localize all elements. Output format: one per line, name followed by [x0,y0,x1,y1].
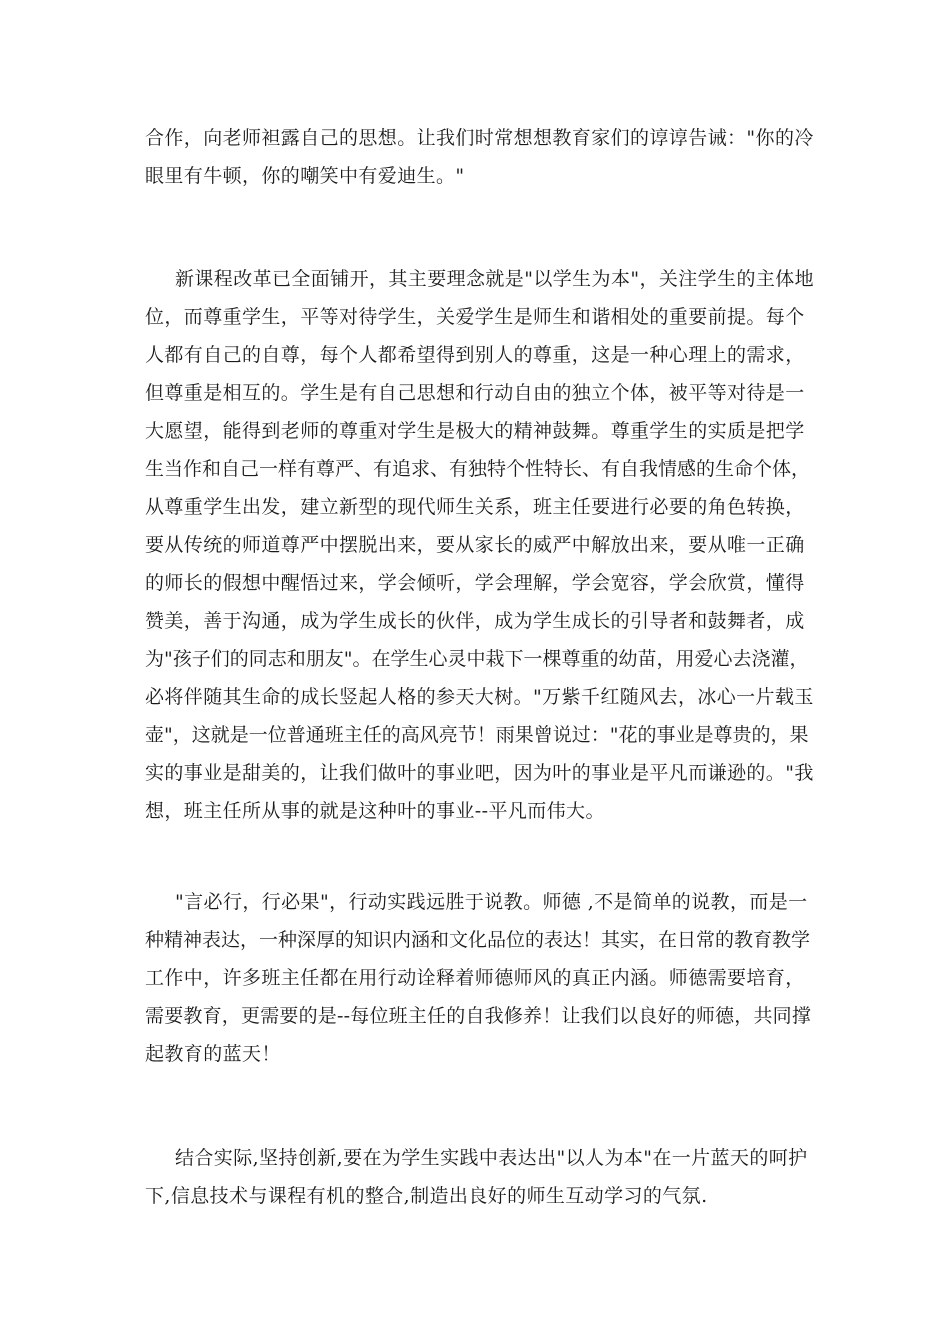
paragraph-3-line-1: "言必行，行必果"，行动实践远胜于说教。师德 ,不是简单的说教，而是一 [175,891,808,913]
paragraph-2-line-7: 从尊重学生出发，建立新型的现代师生关系，班主任要进行必要的角色转换， [145,496,805,518]
paragraph-1-line-2: 眼里有牛顿，你的嘲笑中有爱迪生。" [145,165,465,187]
paragraph-2-line-13: 壶"，这就是一位普通班主任的高风亮节！雨果曾说过："花的事业是尊贵的，果 [145,724,809,746]
paragraph-2-line-1: 新课程改革已全面铺开，其主要理念就是"以学生为本"，关注学生的主体地 [175,268,815,290]
paragraph-4-line-2: 下,信息技术与课程有机的整合,制造出良好的师生互动学习的气氛. [145,1185,708,1207]
paragraph-2-line-9: 的师长的假想中醒悟过来，学会倾听，学会理解，学会宽容，学会欣赏，懂得 [145,572,805,594]
paragraph-3-line-4: 需要教育，更需要的是--每位班主任的自我修养！让我们以良好的师德，共同撑 [145,1005,812,1027]
paragraph-2-line-14: 实的事业是甜美的，让我们做叶的事业吧，因为叶的事业是平凡而谦逊的。"我 [145,762,814,784]
paragraph-2-line-4: 但尊重是相互的。学生是有自己思想和行动自由的独立个体，被平等对待是一 [145,382,805,404]
paragraph-2-line-11: 为"孩子们的同志和朋友"。在学生心灵中栽下一棵尊重的幼苗，用爱心去浇灌， [145,648,809,670]
paragraph-1-line-1: 合作，向老师袒露自己的思想。让我们时常想想教育家们的谆谆告诫："你的冷 [145,127,814,149]
paragraph-3-line-2: 种精神表达，一种深厚的知识内涵和文化品位的表达！其实，在日常的教育教学 [145,929,811,951]
paragraph-2-line-2: 位，而尊重学生，平等对待学生，关爱学生是师生和谐相处的重要前提。每个 [145,306,805,328]
paragraph-2-line-8: 要从传统的师道尊严中摆脱出来，要从家长的威严中解放出来，要从唯一正确 [145,534,805,556]
paragraph-3-line-3: 工作中，许多班主任都在用行动诠释着师德师风的真正内涵。师德需要培育， [145,967,805,989]
paragraph-4-line-1: 结合实际,坚持创新,要在为学生实践中表达出"以人为本"在一片蓝天的呵护 [175,1147,808,1169]
paragraph-2-line-3: 人都有自己的自尊，每个人都希望得到别人的尊重，这是一种心理上的需求， [145,344,805,366]
paragraph-3-line-5: 起教育的蓝天！ [145,1043,281,1065]
paragraph-2-line-5: 大愿望，能得到老师的尊重对学生是极大的精神鼓舞。尊重学生的实质是把学 [145,420,805,442]
paragraph-2-line-12: 必将伴随其生命的成长竖起人格的参天大树。"万紫千红随风去，冰心一片载玉 [145,686,814,708]
paragraph-2-line-6: 生当作和自己一样有尊严、有追求、有独特个性特长、有自我情感的生命个体， [145,458,811,480]
paragraph-2-line-10: 赞美，善于沟通，成为学生成长的伙伴，成为学生成长的引导者和鼓舞者，成 [145,610,805,632]
paragraph-2-line-15: 想，班主任所从事的就是这种叶的事业--平凡而伟大。 [145,800,605,822]
